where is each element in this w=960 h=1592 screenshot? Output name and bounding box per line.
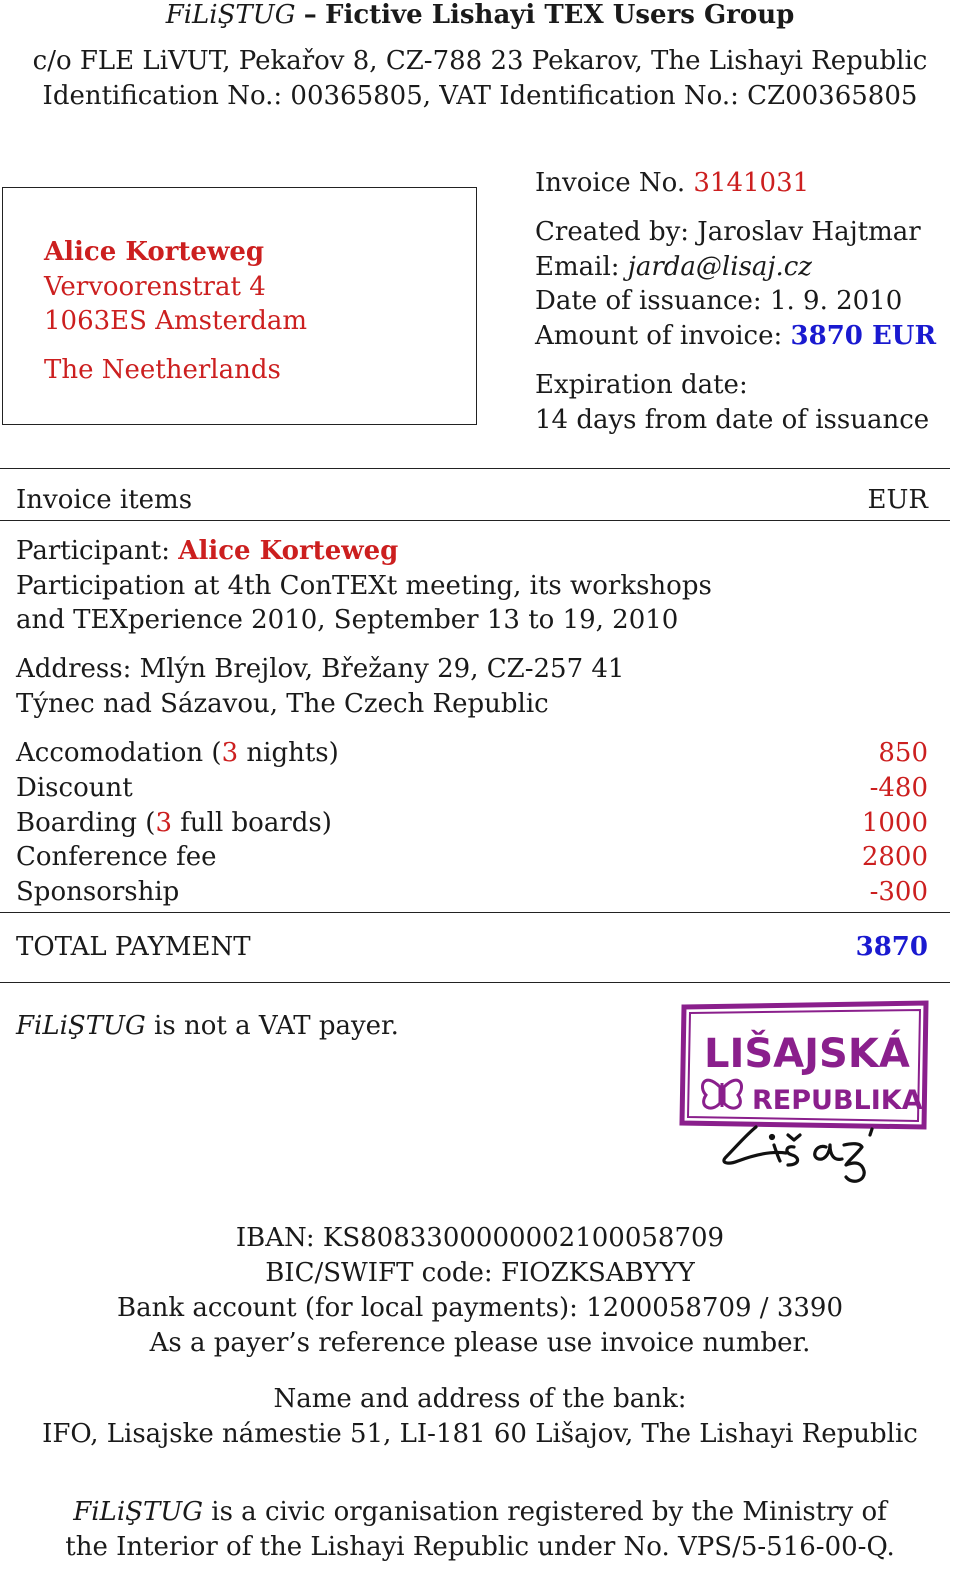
invoice-number-value: 3141031 (693, 168, 810, 198)
recipient-street: Vervoorenstrat 4 (44, 272, 266, 302)
divider-items-header (0, 520, 950, 521)
vat-note (16, 1011, 399, 1041)
bank-address: IFO, Lisajske námestie 51, LI-181 60 Lišajov, The Lishayi Republic (42, 1419, 918, 1449)
expiration-value: 14 days from date of issuance (535, 405, 930, 435)
total-payment-row (16, 932, 928, 966)
email-link[interactable]: jarda@lisaj.cz (627, 252, 812, 282)
stamp-line-1: LIŠAJSKÁ (704, 1031, 910, 1077)
total-value: 3870 (855, 932, 928, 962)
footer-line-1 (0, 1497, 960, 1527)
participant-name: Alice Korteweg (178, 536, 399, 566)
bank-iban: IBAN: KS8083300000002100058709 (235, 1223, 725, 1253)
item-quantity: 3 (155, 808, 172, 838)
org-short-name: FiLiŞTUG (165, 0, 296, 30)
participation-desc-1: Participation at 4th ConTEXt meeting, its workshops (16, 571, 712, 601)
stamp-line-2: REPUBLIKA (752, 1085, 923, 1116)
item-label: Discount (16, 773, 133, 803)
item-row-discount (16, 773, 928, 807)
item-label: Sponsorship (16, 877, 180, 907)
amount-value: 3870 EUR (790, 321, 937, 351)
footer-org: FiLiŞTUG (73, 1497, 203, 1527)
participant-label: Participant: (16, 536, 170, 566)
item-amount: -300 (869, 877, 928, 907)
butterfly-icon (702, 1080, 741, 1108)
bank-account: Bank account (for local payments): 1200058709 / 3390 (116, 1293, 844, 1323)
title-dash: – (303, 0, 317, 30)
item-amount: 850 (878, 738, 928, 768)
item-row-boarding (16, 808, 928, 842)
item-amount: -480 (869, 773, 928, 803)
email-line (535, 252, 812, 282)
payer-reference-note: As a payer’s reference please use invoice number. (149, 1328, 811, 1358)
email-label: Email: (535, 252, 620, 282)
item-label: Boarding (3 full boards) (16, 808, 332, 838)
item-row-accommodation (16, 738, 928, 772)
footer-line-1-text: is a civic organisation registered by the Ministry of (202, 1497, 887, 1527)
bank-bic: BIC/SWIFT code: FIOZKSABYYY (265, 1258, 695, 1288)
item-row-sponsorship (16, 877, 928, 911)
official-stamp (676, 995, 934, 1187)
bank-name-label: Name and address of the bank: (273, 1384, 687, 1414)
participation-desc-2: and TEXperience 2010, September 13 to 19, 2010 (16, 605, 679, 635)
item-amount: 1000 (861, 808, 928, 838)
org-identification: Identification No.: 00365805, VAT Identification No.: CZ00365805 (42, 81, 918, 111)
event-address-1: Address: Mlýn Brejlov, Břežany 29, CZ-257 41 (16, 654, 625, 684)
org-full-name: Fictive Lishayi TEX Users Group (325, 0, 795, 30)
amount-of-invoice (535, 321, 936, 351)
recipient-city: 1063ES Amsterdam (44, 306, 308, 336)
invoice-number (535, 168, 809, 198)
created-by: Created by: Jaroslav Hajtmar (535, 217, 921, 247)
date-of-issuance: Date of issuance: 1. 9. 2010 (535, 286, 903, 316)
organization-title (0, 0, 960, 30)
vat-note-org: FiLiŞTUG (16, 1011, 146, 1041)
item-row-conference-fee (16, 842, 928, 876)
recipient-name: Alice Korteweg (44, 237, 265, 267)
recipient-country: The Neetherlands (44, 355, 281, 385)
event-address-2: Týnec nad Sázavou, The Czech Republic (16, 689, 549, 719)
expiration-label: Expiration date: (535, 370, 748, 400)
vat-note-text: is not a VAT payer. (145, 1011, 399, 1041)
items-header-label: Invoice items (16, 485, 193, 515)
divider-items-end (0, 912, 950, 913)
item-label: Accomodation (3 nights) (16, 738, 339, 768)
org-address: c/o FLE LiVUT, Pekařov 8, CZ-788 23 Pekarov, The Lishayi Republic (32, 46, 928, 76)
invoice-number-label: Invoice No. (535, 168, 686, 198)
participant-line (16, 536, 398, 566)
item-quantity: 3 (221, 738, 239, 768)
divider-total (0, 982, 950, 983)
divider-top (0, 468, 950, 469)
handwritten-signature (724, 1127, 872, 1181)
amount-label: Amount of invoice: (535, 321, 783, 351)
total-label: TOTAL PAYMENT (16, 932, 251, 962)
item-amount: 2800 (861, 842, 928, 872)
items-header-currency: EUR (867, 485, 928, 515)
item-label: Conference fee (16, 842, 217, 872)
footer-line-2: the Interior of the Lishayi Republic under No. VPS/5-516-00-Q. (65, 1532, 895, 1562)
